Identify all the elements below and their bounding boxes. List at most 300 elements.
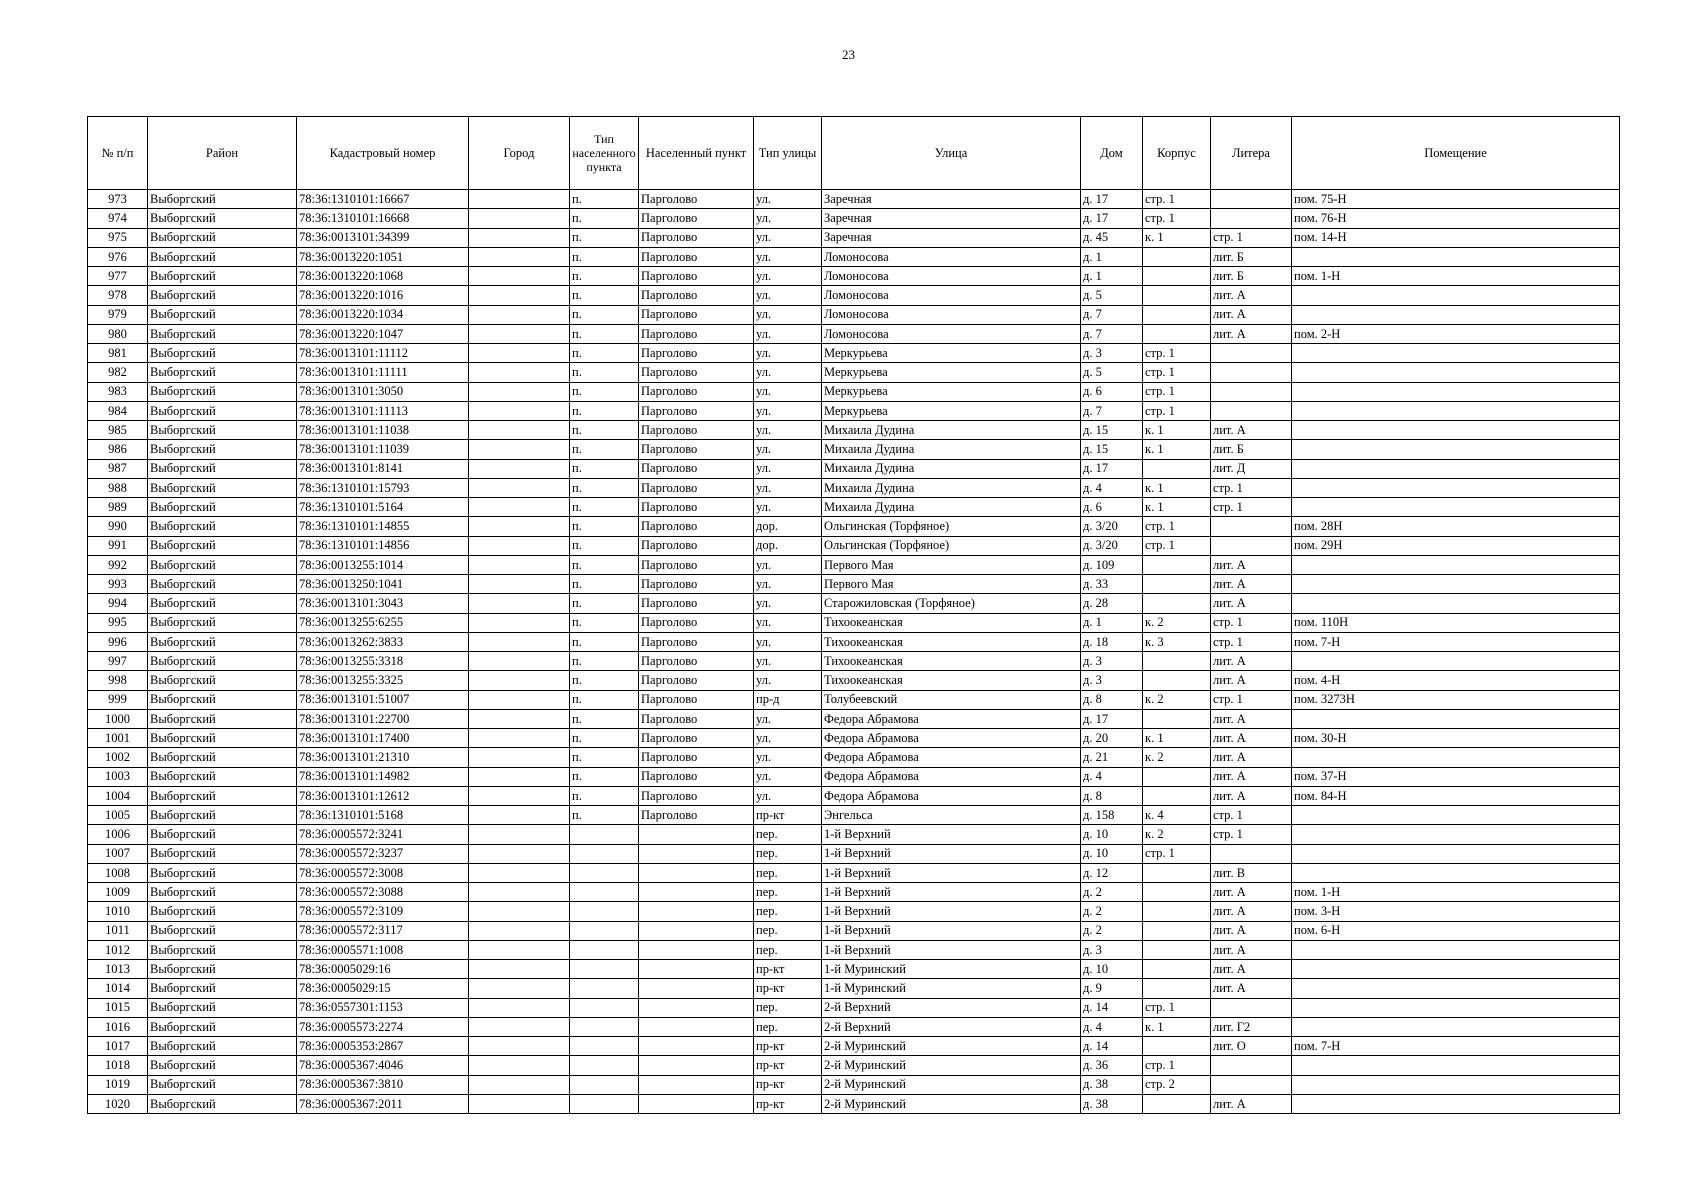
building-cell: к. 1 [1143, 729, 1211, 748]
street-type-cell: пер. [754, 921, 822, 940]
letter-cell: стр. 1 [1211, 613, 1292, 632]
settlement-type-cell: п. [570, 363, 639, 382]
settlement-type-cell: п. [570, 324, 639, 343]
table-row [88, 440, 1620, 459]
house-cell: д. 3/20 [1081, 536, 1143, 555]
column-header-building: Корпус [1143, 117, 1211, 190]
column-header-district: Район [148, 117, 297, 190]
table-row [88, 575, 1620, 594]
district-cell: Выборгский [148, 844, 297, 863]
house-cell: д. 3 [1081, 940, 1143, 959]
letter-cell: лит. А [1211, 305, 1292, 324]
table-row [88, 613, 1620, 632]
house-cell: д. 17 [1081, 190, 1143, 209]
cadastral-number-cell: 78:36:0013101:11111 [297, 363, 469, 382]
street-type-cell: ул. [754, 190, 822, 209]
district-cell: Выборгский [148, 767, 297, 786]
settlement-type-cell [570, 863, 639, 882]
table-row [88, 267, 1620, 286]
house-cell: д. 20 [1081, 729, 1143, 748]
cadastral-number-cell: 78:36:0005572:3109 [297, 902, 469, 921]
table-row [88, 921, 1620, 940]
premises-cell [1292, 940, 1620, 959]
row-number-cell: 998 [88, 671, 148, 690]
settlement-cell [639, 960, 754, 979]
cadastral-number-cell: 78:36:1310101:14855 [297, 517, 469, 536]
building-cell: к. 1 [1143, 440, 1211, 459]
settlement-type-cell [570, 960, 639, 979]
premises-cell: пом. 76-Н [1292, 209, 1620, 228]
city-cell [469, 1075, 570, 1094]
settlement-cell: Парголово [639, 190, 754, 209]
building-cell [1143, 921, 1211, 940]
cadastral-number-cell: 78:36:0013101:34399 [297, 228, 469, 247]
cadastral-number-cell: 78:36:0013101:11112 [297, 344, 469, 363]
row-number-cell: 990 [88, 517, 148, 536]
building-cell: к. 2 [1143, 613, 1211, 632]
column-header-premises: Помещение [1292, 117, 1620, 190]
house-cell: д. 33 [1081, 575, 1143, 594]
table-row [88, 228, 1620, 247]
premises-cell [1292, 401, 1620, 420]
table-row [88, 1075, 1620, 1094]
street-cell: 2-й Муринский [822, 1075, 1081, 1094]
district-cell: Выборгский [148, 652, 297, 671]
building-cell: стр. 2 [1143, 1075, 1211, 1094]
settlement-type-cell: п. [570, 806, 639, 825]
settlement-cell: Парголово [639, 498, 754, 517]
settlement-type-cell [570, 921, 639, 940]
settlement-cell: Парголово [639, 575, 754, 594]
city-cell [469, 478, 570, 497]
building-cell: к. 1 [1143, 228, 1211, 247]
row-number-cell: 1008 [88, 863, 148, 882]
row-number-cell: 995 [88, 613, 148, 632]
city-cell [469, 883, 570, 902]
district-cell: Выборгский [148, 536, 297, 555]
settlement-cell [639, 1075, 754, 1094]
settlement-cell: Парголово [639, 748, 754, 767]
settlement-type-cell: п. [570, 767, 639, 786]
letter-cell [1211, 401, 1292, 420]
building-cell: к. 1 [1143, 421, 1211, 440]
row-number-cell: 1017 [88, 1037, 148, 1056]
settlement-cell: Парголово [639, 305, 754, 324]
letter-cell: лит. А [1211, 767, 1292, 786]
premises-cell: пом. 28Н [1292, 517, 1620, 536]
premises-cell [1292, 960, 1620, 979]
building-cell [1143, 709, 1211, 728]
street-type-cell: ул. [754, 247, 822, 266]
cadastral-number-cell: 78:36:0013255:3318 [297, 652, 469, 671]
street-type-cell: ул. [754, 324, 822, 343]
cadastral-number-cell: 78:36:0557301:1153 [297, 998, 469, 1017]
cadastral-number-cell: 78:36:1310101:16668 [297, 209, 469, 228]
table-row [88, 825, 1620, 844]
premises-cell: пом. 1-Н [1292, 267, 1620, 286]
city-cell [469, 921, 570, 940]
city-cell [469, 844, 570, 863]
row-number-cell: 1020 [88, 1094, 148, 1113]
settlement-cell: Парголово [639, 729, 754, 748]
row-number-cell: 1007 [88, 844, 148, 863]
letter-cell: лит. А [1211, 979, 1292, 998]
cadastral-number-cell: 78:36:0005367:2011 [297, 1094, 469, 1113]
settlement-type-cell: п. [570, 575, 639, 594]
cadastral-number-cell: 78:36:0013101:11113 [297, 401, 469, 420]
row-number-cell: 975 [88, 228, 148, 247]
settlement-type-cell: п. [570, 209, 639, 228]
house-cell: д. 3 [1081, 652, 1143, 671]
house-cell: д. 28 [1081, 594, 1143, 613]
letter-cell: лит. В [1211, 863, 1292, 882]
house-cell: д. 17 [1081, 209, 1143, 228]
letter-cell: стр. 1 [1211, 825, 1292, 844]
city-cell [469, 1017, 570, 1036]
letter-cell: лит. А [1211, 671, 1292, 690]
letter-cell [1211, 536, 1292, 555]
cadastral-number-cell: 78:36:0013220:1068 [297, 267, 469, 286]
building-cell: к. 1 [1143, 478, 1211, 497]
letter-cell [1211, 1075, 1292, 1094]
settlement-cell: Парголово [639, 613, 754, 632]
table-row [88, 324, 1620, 343]
street-cell: Тихоокеанская [822, 652, 1081, 671]
building-cell [1143, 940, 1211, 959]
building-cell [1143, 863, 1211, 882]
table-row [88, 594, 1620, 613]
premises-cell [1292, 344, 1620, 363]
premises-cell: пом. 30-Н [1292, 729, 1620, 748]
district-cell: Выборгский [148, 748, 297, 767]
street-type-cell: ул. [754, 421, 822, 440]
district-cell: Выборгский [148, 1017, 297, 1036]
row-number-cell: 979 [88, 305, 148, 324]
city-cell [469, 498, 570, 517]
column-header-number: № п/п [88, 117, 148, 190]
premises-cell [1292, 709, 1620, 728]
column-header-city: Город [469, 117, 570, 190]
house-cell: д. 10 [1081, 960, 1143, 979]
settlement-cell: Парголово [639, 286, 754, 305]
settlement-type-cell: п. [570, 652, 639, 671]
settlement-cell: Парголово [639, 652, 754, 671]
premises-cell: пом. 29Н [1292, 536, 1620, 555]
premises-cell [1292, 979, 1620, 998]
table-row [88, 806, 1620, 825]
cadastral-number-cell: 78:36:1310101:15793 [297, 478, 469, 497]
city-cell [469, 671, 570, 690]
building-cell [1143, 671, 1211, 690]
premises-cell: пом. 3273Н [1292, 690, 1620, 709]
street-type-cell: пр-кт [754, 1037, 822, 1056]
row-number-cell: 977 [88, 267, 148, 286]
street-type-cell: ул. [754, 748, 822, 767]
street-cell: 2-й Муринский [822, 1037, 1081, 1056]
street-cell: Заречная [822, 209, 1081, 228]
settlement-type-cell: п. [570, 267, 639, 286]
settlement-cell [639, 825, 754, 844]
settlement-cell: Парголово [639, 671, 754, 690]
settlement-type-cell: п. [570, 671, 639, 690]
settlement-cell: Парголово [639, 401, 754, 420]
settlement-type-cell: п. [570, 786, 639, 805]
settlement-cell [639, 902, 754, 921]
street-cell: 1-й Верхний [822, 921, 1081, 940]
row-number-cell: 989 [88, 498, 148, 517]
letter-cell: лит. А [1211, 940, 1292, 959]
building-cell [1143, 305, 1211, 324]
city-cell [469, 748, 570, 767]
cadastral-number-cell: 78:36:0013220:1016 [297, 286, 469, 305]
city-cell [469, 979, 570, 998]
letter-cell: лит. А [1211, 729, 1292, 748]
premises-cell [1292, 594, 1620, 613]
cadastral-number-cell: 78:36:0013101:3043 [297, 594, 469, 613]
city-cell [469, 305, 570, 324]
settlement-type-cell: п. [570, 401, 639, 420]
house-cell: д. 38 [1081, 1094, 1143, 1113]
building-cell: стр. 1 [1143, 190, 1211, 209]
premises-cell [1292, 825, 1620, 844]
settlement-cell: Парголово [639, 247, 754, 266]
row-number-cell: 992 [88, 555, 148, 574]
city-cell [469, 363, 570, 382]
city-cell [469, 613, 570, 632]
city-cell [469, 998, 570, 1017]
street-cell: Федора Абрамова [822, 709, 1081, 728]
settlement-cell [639, 1017, 754, 1036]
settlement-type-cell: п. [570, 247, 639, 266]
district-cell: Выборгский [148, 998, 297, 1017]
row-number-cell: 1015 [88, 998, 148, 1017]
street-cell: Ломоносова [822, 267, 1081, 286]
row-number-cell: 1001 [88, 729, 148, 748]
table-row [88, 863, 1620, 882]
street-cell: 1-й Верхний [822, 902, 1081, 921]
street-type-cell: пер. [754, 863, 822, 882]
street-cell: Ольгинская (Торфяное) [822, 517, 1081, 536]
street-cell: Михаила Дудина [822, 459, 1081, 478]
city-cell [469, 786, 570, 805]
settlement-type-cell: п. [570, 190, 639, 209]
settlement-cell: Парголово [639, 709, 754, 728]
letter-cell [1211, 998, 1292, 1017]
district-cell: Выборгский [148, 1056, 297, 1075]
building-cell: стр. 1 [1143, 344, 1211, 363]
letter-cell: стр. 1 [1211, 228, 1292, 247]
building-cell: стр. 1 [1143, 536, 1211, 555]
street-cell: 2-й Муринский [822, 1056, 1081, 1075]
row-number-cell: 1012 [88, 940, 148, 959]
house-cell: д. 7 [1081, 401, 1143, 420]
table-row [88, 344, 1620, 363]
house-cell: д. 15 [1081, 440, 1143, 459]
settlement-type-cell [570, 979, 639, 998]
city-cell [469, 902, 570, 921]
letter-cell: лит. А [1211, 652, 1292, 671]
cadastral-number-cell: 78:36:0005367:4046 [297, 1056, 469, 1075]
settlement-type-cell: п. [570, 729, 639, 748]
table-row [88, 652, 1620, 671]
building-cell: стр. 1 [1143, 844, 1211, 863]
house-cell: д. 1 [1081, 613, 1143, 632]
settlement-type-cell: п. [570, 286, 639, 305]
row-number-cell: 1002 [88, 748, 148, 767]
city-cell [469, 324, 570, 343]
settlement-type-cell [570, 825, 639, 844]
house-cell: д. 21 [1081, 748, 1143, 767]
street-cell: Заречная [822, 228, 1081, 247]
row-number-cell: 1018 [88, 1056, 148, 1075]
settlement-cell [639, 979, 754, 998]
letter-cell: лит. А [1211, 709, 1292, 728]
letter-cell: лит. А [1211, 902, 1292, 921]
letter-cell [1211, 363, 1292, 382]
letter-cell [1211, 209, 1292, 228]
city-cell [469, 767, 570, 786]
row-number-cell: 999 [88, 690, 148, 709]
street-cell: Первого Мая [822, 555, 1081, 574]
district-cell: Выборгский [148, 575, 297, 594]
city-cell [469, 555, 570, 574]
building-cell [1143, 1094, 1211, 1113]
premises-cell: пом. 4-Н [1292, 671, 1620, 690]
street-cell: Ольгинская (Торфяное) [822, 536, 1081, 555]
district-cell: Выборгский [148, 517, 297, 536]
row-number-cell: 980 [88, 324, 148, 343]
house-cell: д. 7 [1081, 324, 1143, 343]
settlement-type-cell [570, 940, 639, 959]
table-row [88, 1017, 1620, 1036]
letter-cell: лит. Г2 [1211, 1017, 1292, 1036]
building-cell: стр. 1 [1143, 382, 1211, 401]
city-cell [469, 652, 570, 671]
letter-cell: лит. А [1211, 421, 1292, 440]
settlement-type-cell: п. [570, 344, 639, 363]
cadastral-number-cell: 78:36:1310101:14856 [297, 536, 469, 555]
settlement-type-cell: п. [570, 382, 639, 401]
premises-cell [1292, 382, 1620, 401]
building-cell [1143, 247, 1211, 266]
letter-cell: лит. А [1211, 324, 1292, 343]
building-cell: стр. 1 [1143, 517, 1211, 536]
street-cell: Федора Абрамова [822, 729, 1081, 748]
city-cell [469, 440, 570, 459]
letter-cell [1211, 1056, 1292, 1075]
row-number-cell: 1014 [88, 979, 148, 998]
building-cell: к. 2 [1143, 825, 1211, 844]
building-cell: к. 2 [1143, 690, 1211, 709]
table-row [88, 536, 1620, 555]
settlement-cell: Парголово [639, 209, 754, 228]
premises-cell [1292, 421, 1620, 440]
premises-cell [1292, 440, 1620, 459]
premises-cell: пом. 6-Н [1292, 921, 1620, 940]
row-number-cell: 991 [88, 536, 148, 555]
city-cell [469, 247, 570, 266]
district-cell: Выборгский [148, 498, 297, 517]
cadastral-number-cell: 78:36:0005353:2867 [297, 1037, 469, 1056]
building-cell [1143, 459, 1211, 478]
letter-cell: лит. А [1211, 1094, 1292, 1113]
settlement-type-cell: п. [570, 517, 639, 536]
building-cell [1143, 979, 1211, 998]
settlement-cell [639, 921, 754, 940]
settlement-type-cell: п. [570, 594, 639, 613]
district-cell: Выборгский [148, 902, 297, 921]
city-cell [469, 863, 570, 882]
building-cell [1143, 1037, 1211, 1056]
table-row [88, 998, 1620, 1017]
settlement-type-cell: п. [570, 421, 639, 440]
letter-cell: лит. А [1211, 575, 1292, 594]
city-cell [469, 940, 570, 959]
settlement-type-cell [570, 844, 639, 863]
premises-cell [1292, 1075, 1620, 1094]
district-cell: Выборгский [148, 671, 297, 690]
table-row [88, 690, 1620, 709]
cadastral-number-cell: 78:36:0013255:6255 [297, 613, 469, 632]
street-cell: Михаила Дудина [822, 440, 1081, 459]
table-row [88, 286, 1620, 305]
cadastral-number-cell: 78:36:0013101:14982 [297, 767, 469, 786]
cadastral-number-cell: 78:36:0013255:3325 [297, 671, 469, 690]
row-number-cell: 983 [88, 382, 148, 401]
table-row [88, 748, 1620, 767]
street-cell: 2-й Верхний [822, 998, 1081, 1017]
city-cell [469, 267, 570, 286]
street-type-cell: дор. [754, 517, 822, 536]
table-row [88, 382, 1620, 401]
building-cell: к. 1 [1143, 498, 1211, 517]
building-cell [1143, 883, 1211, 902]
house-cell: д. 3/20 [1081, 517, 1143, 536]
street-type-cell: ул. [754, 440, 822, 459]
premises-cell: пом. 14-Н [1292, 228, 1620, 247]
settlement-cell: Парголово [639, 786, 754, 805]
city-cell [469, 1037, 570, 1056]
house-cell: д. 2 [1081, 883, 1143, 902]
house-cell: д. 9 [1081, 979, 1143, 998]
street-type-cell: пр-кт [754, 979, 822, 998]
row-number-cell: 1000 [88, 709, 148, 728]
table-row [88, 421, 1620, 440]
house-cell: д. 38 [1081, 1075, 1143, 1094]
city-cell [469, 806, 570, 825]
cadastral-number-cell: 78:36:0013101:11038 [297, 421, 469, 440]
settlement-type-cell: п. [570, 709, 639, 728]
house-cell: д. 5 [1081, 286, 1143, 305]
settlement-cell: Парголово [639, 459, 754, 478]
premises-cell [1292, 652, 1620, 671]
cadastral-number-cell: 78:36:0005573:2274 [297, 1017, 469, 1036]
street-type-cell: ул. [754, 363, 822, 382]
settlement-cell: Парголово [639, 690, 754, 709]
street-cell: Ломоносова [822, 324, 1081, 343]
settlement-cell [639, 1056, 754, 1075]
street-cell: Толубеевский [822, 690, 1081, 709]
house-cell: д. 45 [1081, 228, 1143, 247]
city-cell [469, 1094, 570, 1113]
district-cell: Выборгский [148, 228, 297, 247]
letter-cell: стр. 1 [1211, 806, 1292, 825]
row-number-cell: 1010 [88, 902, 148, 921]
street-type-cell: ул. [754, 594, 822, 613]
street-type-cell: ул. [754, 267, 822, 286]
street-type-cell: ул. [754, 286, 822, 305]
street-cell: Михаила Дудина [822, 421, 1081, 440]
